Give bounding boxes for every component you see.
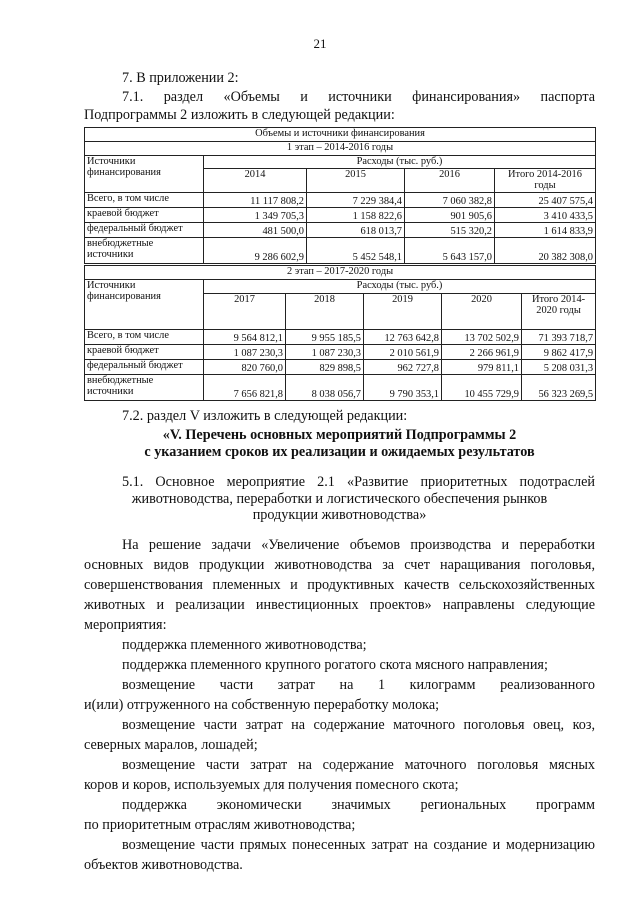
stage2-year: 2020	[442, 294, 522, 330]
row-value: 7 060 382,8	[405, 193, 495, 208]
row-value: 9 955 185,5	[286, 330, 364, 345]
row-value: 5 208 031,3	[522, 360, 596, 375]
row-source: краевой бюджет	[85, 208, 204, 223]
page-number: 21	[313, 36, 327, 51]
row-value: 1 087 230,3	[286, 345, 364, 360]
row-value: 9 286 602,9	[204, 238, 307, 264]
row-source: внебюджетные источники	[85, 375, 204, 401]
stage2-year: 2017	[204, 294, 286, 330]
stage1-total-header: Итого 2014-2016 годы	[495, 169, 596, 193]
stage2-source-header: Источники финансирования	[85, 280, 204, 330]
body-line: возмещение части затрат на 1 килограмм реализованного	[122, 677, 595, 693]
row-value: 8 038 056,7	[286, 375, 364, 401]
stage2-total-header: Итого 2014-2020 годы	[522, 294, 596, 330]
row-value: 11 117 808,2	[204, 193, 307, 208]
body-line: мероприятия:	[84, 617, 167, 633]
body-line: возмещение части прямых понесенных затрат на создание и модернизацию	[122, 837, 595, 853]
row-source: внебюджетные источники	[85, 238, 204, 264]
row-value: 820 760,0	[204, 360, 286, 375]
stage2-label: 2 этап – 2017-2020 годы	[85, 266, 596, 280]
row-source: Всего, в том числе	[85, 330, 204, 345]
row-value: 56 323 269,5	[522, 375, 596, 401]
row-value: 13 702 502,9	[442, 330, 522, 345]
body-line: северных маралов, лошадей;	[84, 737, 258, 753]
section-title-line-1: «V. Перечень основных мероприятий Подпрограммы 2	[162, 427, 517, 443]
stage2-expenses-header: Расходы (тыс. руб.)	[204, 280, 596, 294]
item-7-1-line-1: 7.1. раздел «Объемы и источники финансирования» паспорта	[122, 89, 595, 105]
body-line: возмещение части затрат на содержание маточного поголовья овец, коз,	[122, 717, 595, 733]
table-row	[85, 208, 596, 223]
measure-title-line-2: животноводства, переработки и логистического обеспечения рынков	[131, 491, 548, 507]
table-row	[85, 360, 596, 375]
row-value: 1 158 822,6	[307, 208, 405, 223]
body-line: поддержка племенного крупного рогатого скота мясного направления;	[122, 657, 548, 673]
row-source: Всего, в том числе	[85, 193, 204, 208]
financing-table-stage2	[84, 265, 596, 401]
row-value: 829 898,5	[286, 360, 364, 375]
row-value: 979 811,1	[442, 360, 522, 375]
row-value: 71 393 718,7	[522, 330, 596, 345]
row-source: федеральный бюджет	[85, 223, 204, 238]
table-row	[85, 238, 596, 264]
body-line: поддержка племенного животноводства;	[122, 637, 367, 653]
row-value: 5 452 548,1	[307, 238, 405, 264]
stage2-year: 2019	[364, 294, 442, 330]
item-7-2: 7.2. раздел V изложить в следующей редакции:	[122, 408, 408, 424]
table-row	[85, 223, 596, 238]
table-row	[85, 345, 596, 360]
item-7: 7. В приложении 2:	[122, 70, 239, 86]
row-value: 9 564 812,1	[204, 330, 286, 345]
table-row	[85, 193, 596, 208]
row-value: 962 727,8	[364, 360, 442, 375]
stage1-year: 2016	[405, 169, 495, 193]
row-value: 901 905,6	[405, 208, 495, 223]
row-value: 618 013,7	[307, 223, 405, 238]
row-source: федеральный бюджет	[85, 360, 204, 375]
body-line: объектов животноводства.	[84, 857, 243, 873]
body-line: На решение задачи «Увеличение объемов производства и переработки	[122, 537, 595, 553]
measure-title-line-3: продукции животноводства»	[252, 507, 427, 523]
body-line: возмещение части затрат на содержание маточного поголовья мясных	[122, 757, 595, 773]
body-line: и(или) отгруженного на собственную переработку молока;	[84, 697, 440, 713]
stage1-expenses-header: Расходы (тыс. руб.)	[204, 156, 596, 169]
row-value: 9 790 353,1	[364, 375, 442, 401]
row-value: 2 010 561,9	[364, 345, 442, 360]
row-value: 1 087 230,3	[204, 345, 286, 360]
item-7-1-line-2: Подпрограммы 2 изложить в следующей редакции:	[84, 107, 395, 123]
table-title: Объемы и источники финансирования	[85, 128, 596, 142]
section-title-line-2: с указанием сроков их реализации и ожидаемых результатов	[144, 444, 535, 460]
stage2-year: 2018	[286, 294, 364, 330]
stage1-label: 1 этап – 2014-2016 годы	[85, 142, 596, 156]
stage1-year: 2015	[307, 169, 405, 193]
row-value: 5 643 157,0	[405, 238, 495, 264]
row-value: 1 349 705,3	[204, 208, 307, 223]
row-value: 3 410 433,5	[495, 208, 596, 223]
row-value: 7 656 821,8	[204, 375, 286, 401]
stage1-year: 2014	[204, 169, 307, 193]
measure-title-line-1: 5.1. Основное мероприятие 2.1 «Развитие приоритетных подотраслей	[122, 474, 595, 490]
row-value: 25 407 575,4	[495, 193, 596, 208]
row-value: 10 455 729,9	[442, 375, 522, 401]
financing-table-stage1	[84, 127, 596, 264]
body-line: по приоритетным отраслям животноводства;	[84, 817, 356, 833]
row-source: краевой бюджет	[85, 345, 204, 360]
row-value: 1 614 833,9	[495, 223, 596, 238]
table-row	[85, 330, 596, 345]
row-value: 481 500,0	[204, 223, 307, 238]
body-line: животных и реализации инвестиционных проектов» направлены следующие	[84, 597, 595, 613]
body-line: совершенствования племенных и продуктивных качеств сельскохозяйственных	[84, 577, 595, 593]
table-row	[85, 375, 596, 401]
body-line: коров и коров, используемых для получения помесного скота;	[84, 777, 459, 793]
row-value: 515 320,2	[405, 223, 495, 238]
row-value: 9 862 417,9	[522, 345, 596, 360]
body-line: поддержка экономически значимых региональных программ	[122, 797, 595, 813]
row-value: 12 763 642,8	[364, 330, 442, 345]
row-value: 7 229 384,4	[307, 193, 405, 208]
row-value: 20 382 308,0	[495, 238, 596, 264]
body-line: основных видов продукции животноводства за счет наращивания поголовья,	[84, 557, 595, 573]
row-value: 2 266 961,9	[442, 345, 522, 360]
stage1-source-header: Источники финансирования	[85, 156, 204, 193]
